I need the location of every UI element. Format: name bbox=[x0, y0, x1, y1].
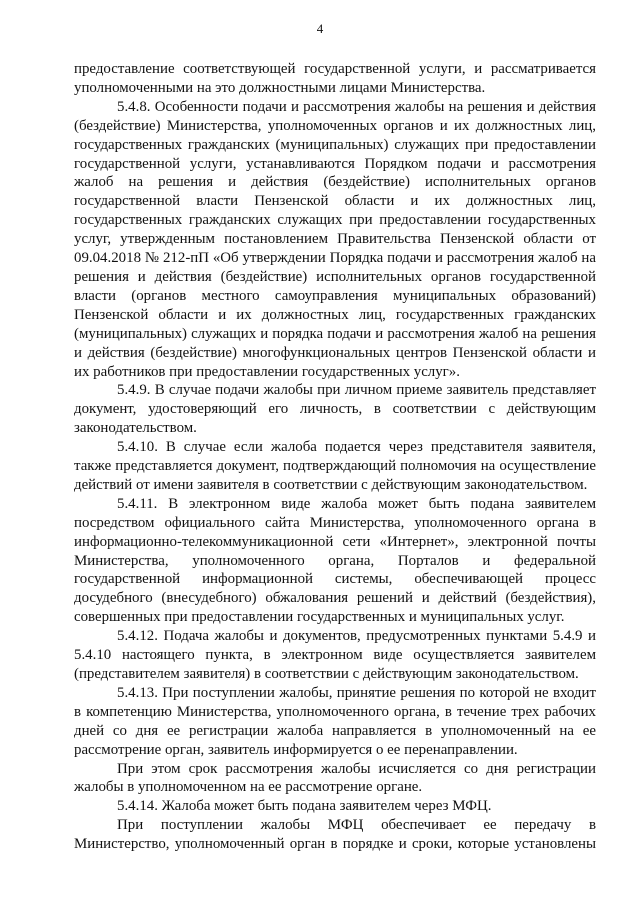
paragraph-mfc-transfer: При поступлении жалобы МФЦ обеспечивает ее передачу в Министерство, уполномоченный орган в порядке и сроки, которые установлены bbox=[74, 817, 596, 853]
paragraph-term-note: При этом срок рассмотрения жалобы исчисляется со дня регистрации жалобы в уполномоченном на ее рассмотрение органе. bbox=[74, 760, 596, 796]
paragraph-5-4-9: 5.4.9. В случае подачи жалобы при личном приеме заявитель представляет документ, удостоверяющий его личность, в соответствии с действующим законодательством. bbox=[74, 382, 596, 437]
paragraph-5-4-14: 5.4.14. Жалоба может быть подана заявителем через МФЦ. bbox=[117, 798, 492, 815]
paragraph-5-4-8: 5.4.8. Особенности подачи и рассмотрения жалобы на решения и действия (бездействие) Министерства, уполномоченных органов и их должностных лиц, государственных гражданских (муниципальных) служащих при предоставлении государственной услуги, устанавливаются Порядком подачи и рассмотрения жалоб на решения и действия (бездействие) исполнительных органов государственной власти Пензенской области и их должностных лиц, государственных гражданских служащих при предоставлении государственных услуг, утвержденным постановлением Правительства Пензенской области от 09.04.2018 № 212-пП «Об утверждении Порядка подачи и рассмотрения жалоб на решения и действия (бездействие) исполнительных органов государственной власти (органов местного самоуправления муниципальных образований) Пензенской области и их должностных лиц, государственных гражданских (муниципальных) служащих и порядка подачи и рассмотрения жалоб на решения и действия (бездействие) многофункциональных центров Пензенской области и их работников при предоставлении государственных услуг». bbox=[74, 98, 596, 380]
paragraph-5-4-11: 5.4.11. В электронном виде жалоба может быть подана заявителем посредством официального сайта Министерства, уполномоченного органа в информационно-телекоммуникационной сети «Интернет», электронной почты Министерства, уполномоченного органа, Порталов и федеральной государственной информационной системы, обеспечивающей процесс досудебного (внесудебного) обжалования решений и действий (бездействия), совершенных при предоставлении государственных и муниципальных услуг. bbox=[74, 495, 596, 626]
paragraph-5-4-10: 5.4.10. В случае если жалоба подается через представителя заявителя, также представляется документ, подтверждающий полномочия на осуществление действий от имени заявителя в соответствии с действующим законодательством. bbox=[74, 439, 596, 493]
page-number: 4 bbox=[316, 21, 324, 36]
paragraph-5-4-13: 5.4.13. При поступлении жалобы, принятие решения по которой не входит в компетенцию Министерства, уполномоченного органа, в течение трех рабочих дней со дня ее регистрации жалоба направляется в уполномоченный на ее рассмотрение орган, заявитель информируется о ее перенаправлении. bbox=[74, 684, 596, 758]
paragraph-continuation: предоставление соответствующей государственной услуги, и рассматривается уполномоченными на это должностными лицами Министерства. bbox=[74, 61, 596, 96]
paragraph-5-4-12: 5.4.12. Подача жалобы и документов, предусмотренных пунктами 5.4.9 и 5.4.10 настоящего пункта, в электронном виде осуществляется заявителем (представителем заявителя) в соответствии с действующим законодательством. bbox=[74, 628, 596, 682]
document-body bbox=[74, 60, 596, 854]
